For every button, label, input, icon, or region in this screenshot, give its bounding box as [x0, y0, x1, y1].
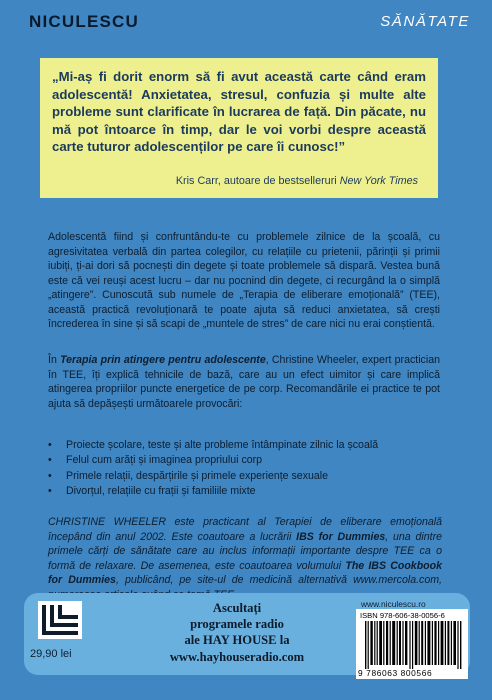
- challenge-item: • Proiecte școlare, teste și alte probleme întâmpinate zilnic la școală: [48, 438, 438, 453]
- testimonial-source: New York Times: [339, 175, 418, 187]
- paragraph-2-rest: , Christine Wheeler, expert practician în TEE, îți explică tehnicile de bază, care au un efect uimitor și care implică atingerea propriilor puncte energetice de pe corp. Recomandările ei practice te pot ajuta să depășești următoarele provocări:: [48, 354, 440, 410]
- bio-part-1: CHRISTINE WHEELER este practicant al Terapiei de eliberare emoțională începând din anul 2002. Este coautoare a lucrării: [48, 516, 442, 543]
- bio-part-3: , publicând, pe site-ul de medicină alternativă www.mercola.com,: [115, 574, 442, 586]
- author-bio: [48, 515, 442, 602]
- challenges-list: [48, 438, 438, 500]
- barcode-digits: 9 786063 800566: [358, 668, 433, 678]
- description-paragraph-2: [48, 353, 440, 411]
- radio-promo-line: Ascultați: [212, 601, 262, 615]
- publisher-name: NICULESCU: [29, 12, 139, 31]
- challenge-item: • Felul cum arăți și imaginea propriului corp: [48, 453, 438, 468]
- bio-book-2: The IBS Cookbook for Dummies: [48, 559, 443, 586]
- challenge-item: • Divorțul, relațiile cu frații și familiile mixte: [48, 484, 438, 499]
- bio-book-1: IBS for Dummies: [296, 530, 386, 543]
- price-label: 29,90 lei: [30, 648, 72, 660]
- category-label: SĂNĂTATE: [380, 13, 470, 30]
- radio-promo-line: ale HAY HOUSE la: [184, 633, 290, 648]
- challenge-item: • Primele relații, despărțirile și primele experiențe sexuale: [48, 469, 438, 484]
- barcode-block: [356, 609, 468, 679]
- bio-part-2: , una dintre primele cărți de sănătate care au inclus informații importante despre TEE ca o formă de relaxare. De asemenea, este coautoarea volumului: [48, 530, 442, 572]
- barcode-icon: [365, 621, 463, 669]
- radio-promo: [162, 600, 312, 665]
- testimonial-author: Kris Carr, autoare de bestselleruri: [175, 175, 340, 187]
- testimonial-box: [40, 58, 438, 198]
- publisher-logo-icon: [38, 601, 82, 639]
- isbn-label: ISBN 978-606-38-0056-6: [360, 611, 445, 620]
- radio-promo-line: programele radio: [190, 617, 284, 632]
- cover-header: [0, 0, 492, 44]
- publisher-website: www.niculescu.ro: [361, 599, 426, 609]
- radio-promo-url: www.hayhouseradio.com: [169, 649, 305, 664]
- book-title: Terapia prin atingere pentru adolescente: [60, 354, 266, 366]
- description-paragraph-1: Adolescentă fiind și confruntându-te cu problemele zilnice de la școală, cu agresivitatea verbală din partea colegilor, cu relațiile cu prietenii, părinții și primii iubiți, ți-ai dori să pocnești din degete și toate problemele să dispară. Vestea bună este că vei reuși acest lucru – dar nu pocnind din degete, ci recurgând la o simplă „atingere”. Cunoscută sub numele de „Terapia de eliberare emoțională” (TEE), această practică revoluționară te poate ajuta să reduci anxietatea, să crești încrederea în sine și să scapi de „muntele de stres” de care nici nu erai conștientă.: [48, 231, 440, 330]
- testimonial-attribution: [176, 175, 418, 187]
- testimonial-text: „Mi-aș fi dorit enorm să fi avut această carte când eram adolescentă! Anxietatea, stresul, confuzia și multe alte probleme sunt clarificate în lucrarea de față. Din păcate, nu mă pot întoarce în timp, dar le voi vorbi despre această carte tuturor adolescenților pe care îi cunosc!”: [52, 69, 426, 155]
- paragraph-2-prefix: În: [48, 354, 61, 366]
